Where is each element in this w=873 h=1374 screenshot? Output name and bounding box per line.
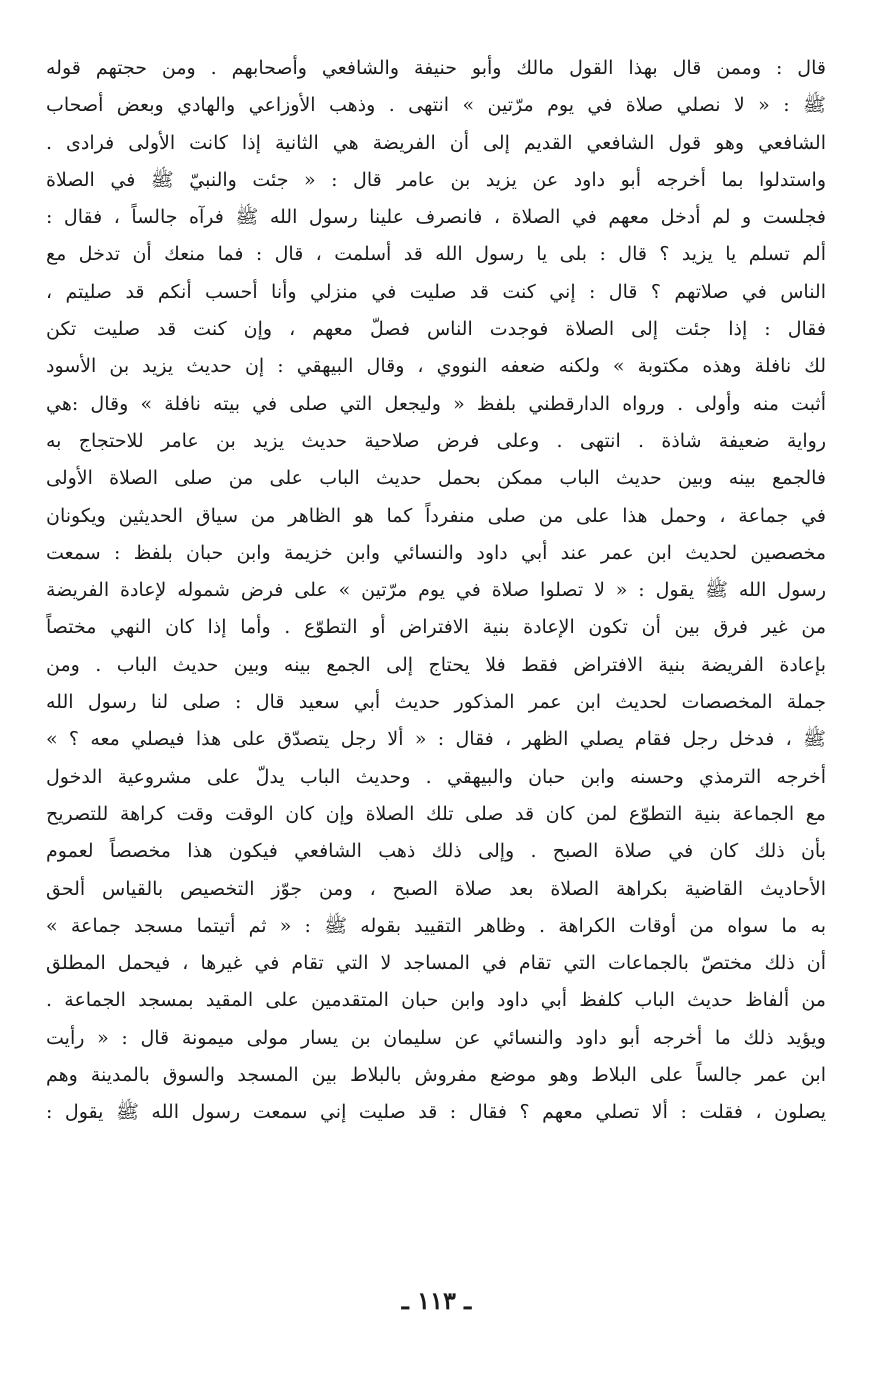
text-line: ﷺ ، فدخل رجل فقام يصلي الظهر ، فقال : « ألا رجل يتصدّق على هذا فيصلي معه ؟ » <box>46 728 826 751</box>
text-line: واستدلوا بما أخرجه أبو داود عن يزيد بن عامر قال : « جئت والنبيّ ﷺ في الصلاة <box>46 168 826 191</box>
text-line: في جماعة ، وحمل هذا على من صلى منفرداً كما هو الظاهر من سياق الحديثين ويكونان <box>46 504 826 527</box>
text-line: فجلست و لم أدخل معهم في الصلاة ، فانصرف علينا رسول الله ﷺ فرآه جالساً ، فقال : <box>46 206 826 229</box>
text-line: يصلون ، فقلت : ألا تصلي معهم ؟ فقال : قد صليت إني سمعت رسول الله ﷺ يقول : <box>46 1101 826 1124</box>
text-line: فالجمع بينه وبين حديث الباب ممكن بحمل حديث الباب على من صلى الصلاة الأولى <box>46 467 826 490</box>
text-line: قال : وممن قال بهذا القول مالك وأبو حنيفة والشافعي وأصحابهم . ومن حجتهم قوله <box>46 57 826 79</box>
page-number: ـ ١١٣ ـ <box>401 1286 472 1315</box>
text-line: رواية ضعيفة شاذة . انتهى . وعلى فرض صلاحية حديث يزيد بن عامر للاحتجاج به <box>46 429 826 452</box>
text-line: الناس في صلاتهم ؟ قال : إني كنت قد صليت في منزلي وأنا أحسب أنكم قد صليتم ، <box>46 280 826 303</box>
text-line: أخرجه الترمذي وحسنه وابن حبان والبيهقي . وحديث الباب يدلّ على مشروعية الدخول <box>46 765 826 788</box>
text-line: بإعادة الفريضة بنية الافتراض فقط فلا يحتاج إلى الجمع بينه وبين حديث الباب . ومن <box>46 653 826 676</box>
text-line: مخصصين لحديث ابن عمر عند أبي داود والنسائي وابن خزيمة وابن حبان بلفظ : سمعت <box>46 541 826 564</box>
text-line: من غير فرق بين أن تكون الإعادة بنية الافتراض أو التطوّع . وأما إذا كان النهي مختصاً <box>46 616 826 639</box>
text-line: أن ذلك مختصّ بالجماعات التي تقام في المساجد لا التي تقام في غيرها ، فيحمل المطلق <box>46 952 826 975</box>
text-line: ﷺ : « لا نصلي صلاة في يوم مرّتين » انتهى . وذهب الأوزاعي والهادي وبعض أصحاب <box>46 94 826 117</box>
text-line: ويؤيد ذلك ما أخرجه أبو داود والنسائي عن سليمان بن يسار مولى ميمونة قال : « رأيت <box>46 1026 826 1049</box>
text-line: رسول الله ﷺ يقول : « لا تصلوا صلاة في يوم مرّتين » على فرض شموله لإعادة الفريضة <box>46 579 826 602</box>
text-line: من ألفاظ حديث الباب كلفظ أبي داود وابن حبان المتقدمين على المقيد بمسجد الجماعة . <box>46 989 826 1012</box>
text-line: بأن ذلك كان في صلاة الصبح . وإلى ذلك ذهب الشافعي فيكون هذا مخصصاً لعموم <box>46 840 826 863</box>
text-line: لك نافلة وهذه مكتوبة » ولكنه ضعفه النووي ، وقال البيهقي : إن حديث يزيد بن الأسود <box>46 355 826 378</box>
text-line: مع الجماعة بنية التطوّع لمن كان قد صلى تلك الصلاة وإن كان الوقت وقت كراهة للتصريح <box>46 802 826 825</box>
text-line: ألم تسلم يا يزيد ؟ قال : بلى يا رسول الله قد أسلمت ، قال : فما منعك أن تدخل مع <box>46 243 826 266</box>
text-line: جملة المخصصات لحديث ابن عمر المذكور حديث أبي سعيد قال : صلى لنا رسول الله <box>46 691 826 714</box>
text-line: الأحاديث القاضية بكراهة الصلاة بعد صلاة الصبح ، ومن جوّز التخصيص بالقياس ألحق <box>46 877 826 900</box>
text-line: فقال : إذا جئت إلى الصلاة فوجدت الناس فصلّ معهم ، وإن كنت قد صليت تكن <box>46 318 826 341</box>
text-line: ابن عمر جالساً على البلاط وهو موضع مفروش بالبلاط بين المسجد والسوق بالمدينة وهم <box>46 1064 826 1087</box>
text-line: الشافعي وهو قول الشافعي القديم إلى أن الفريضة هي الثانية إذا كانت الأولى فرادى . <box>46 131 826 154</box>
body-text <box>46 50 826 1132</box>
text-line: أثبت منه وأولى . ورواه الدارقطني بلفظ « وليجعل التي صلى في بيته نافلة » وقال :هي <box>46 392 826 415</box>
text-line: به ما سواه من أوقات الكراهة . وظاهر التقييد بقوله ﷺ : « ثم أتيتما مسجد جماعة » <box>46 914 826 937</box>
